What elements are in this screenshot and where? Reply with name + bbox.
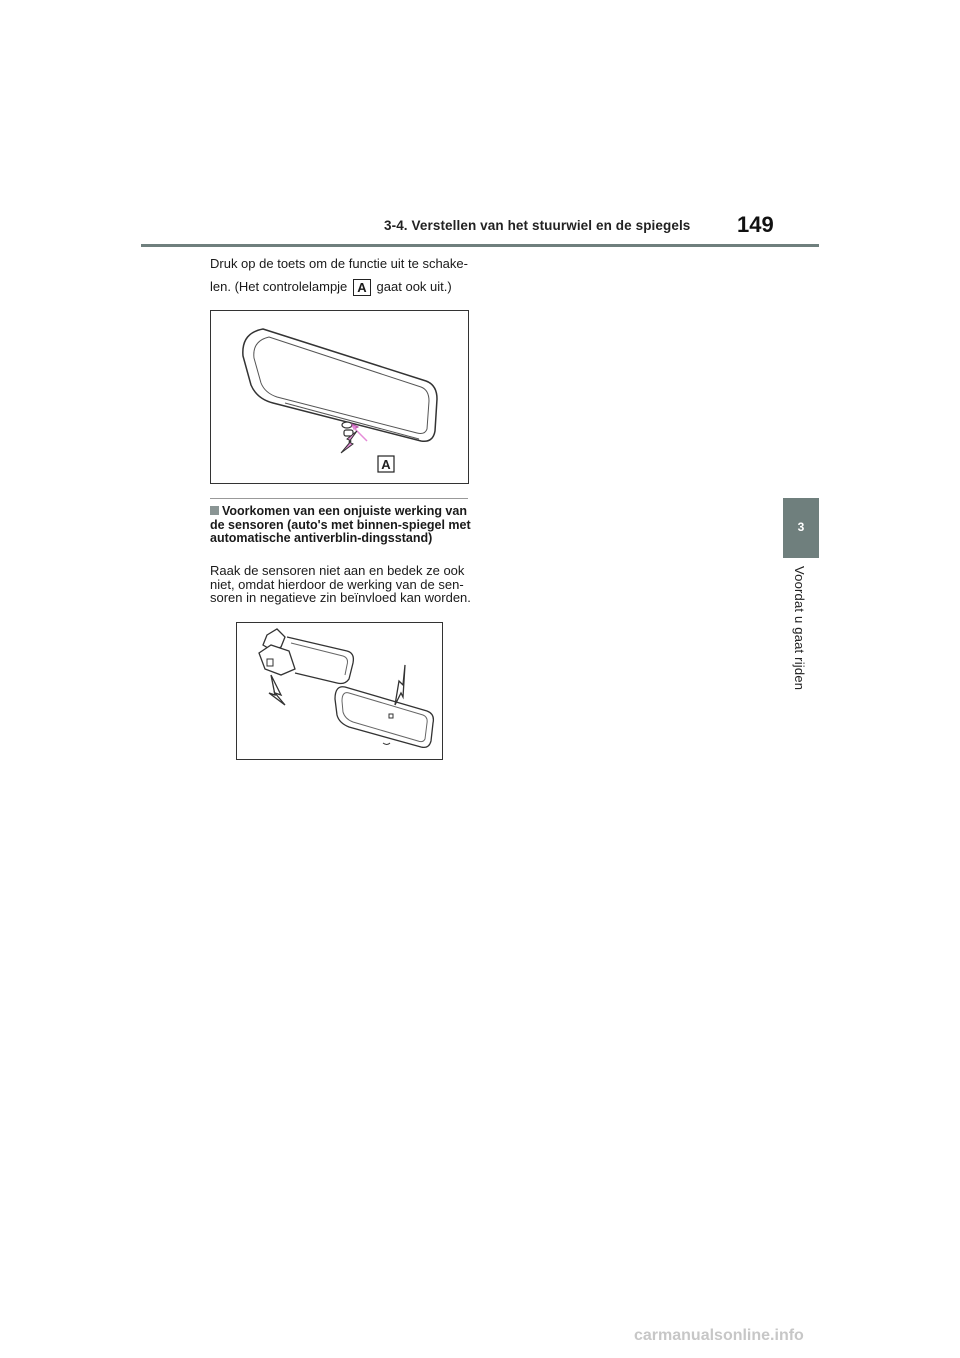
- figure-label-a: A: [381, 457, 391, 472]
- indicator-label-a: A: [353, 279, 371, 296]
- chapter-label: Voordat u gaat rijden: [792, 566, 807, 691]
- watermark: carmanualsonline.info: [634, 1327, 804, 1344]
- sensor-illustration: [237, 623, 442, 759]
- paragraph-line-2: [210, 279, 474, 296]
- mirror-figure-1: [210, 310, 469, 484]
- section-title: 3-4. Verstellen van het stuurwiel en de spiegels: [384, 218, 691, 233]
- section-heading-text: Voorkomen van een onjuiste werking van de sensoren (auto's met binnen-spiegel met automatische antiverblin-dingsstand): [210, 504, 471, 545]
- chapter-number: 3: [797, 520, 805, 534]
- section-divider: [210, 498, 468, 499]
- header-rule: [141, 244, 819, 247]
- chapter-tab: [783, 498, 819, 558]
- section-body: Raak de sensoren niet aan en bedek ze ook niet, omdat hierdoor de werking van de sen-soren in negatieve zin beïnvloed kan worden.: [210, 563, 471, 605]
- paragraph-text-post: gaat ook uit.): [376, 279, 452, 294]
- paragraph-text-pre: len. (Het controlelampje: [210, 279, 348, 294]
- paragraph-line-1: Druk op de toets om de functie uit te schake-: [210, 256, 468, 271]
- section-heading: [210, 505, 472, 546]
- bullet-square-icon: [210, 506, 219, 515]
- mirror-illustration: [211, 311, 468, 483]
- page-number: 149: [737, 212, 774, 237]
- mirror-figure-2: [236, 622, 443, 760]
